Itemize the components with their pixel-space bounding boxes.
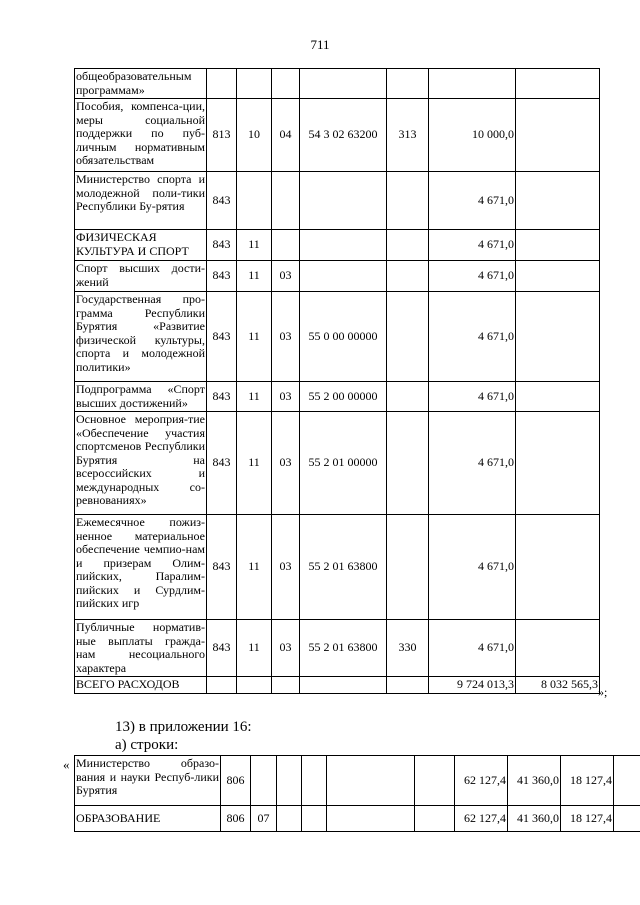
cell-name: Министерство спорта и молодежной поли-тики Республики Бу-рятия — [75, 172, 207, 230]
cell-c4 — [277, 756, 302, 806]
cell-target: 55 0 00 00000 — [300, 292, 387, 382]
cell-expense-type — [387, 261, 429, 292]
cell-section — [237, 69, 272, 99]
cell-subsection: 03 — [272, 292, 300, 382]
cell-v2: 41 360,0 — [508, 756, 561, 806]
cell-subsection — [272, 172, 300, 230]
item-a-text: а) строки: — [115, 737, 179, 753]
table-row — [75, 515, 600, 620]
cell-amount2 — [516, 172, 600, 230]
cell-c7 — [415, 806, 455, 832]
cell-c5 — [302, 806, 327, 832]
cell-admin: 843 — [207, 382, 237, 412]
cell-admin: 843 — [207, 515, 237, 620]
cell-expense-type — [387, 230, 429, 261]
table-row — [75, 620, 600, 677]
cell-v3: 18 127,4 — [561, 806, 614, 832]
cell-admin: 813 — [207, 99, 237, 172]
cell-admin: 843 — [207, 620, 237, 677]
cell-amount2 — [516, 230, 600, 261]
cell-section — [237, 677, 272, 694]
cell-admin: 843 — [207, 230, 237, 261]
cell-target — [300, 230, 387, 261]
table-row — [75, 261, 600, 292]
cell-subsection — [272, 69, 300, 99]
cell-amount2 — [516, 292, 600, 382]
cell-target: 55 2 01 63800 — [300, 620, 387, 677]
cell-expense-type — [387, 515, 429, 620]
cell-amount2 — [516, 382, 600, 412]
cell-c6 — [327, 756, 415, 806]
cell-name: Пособия, компенса-ции, меры социальной поддержки по пуб-личным нормативным обязательствам — [75, 99, 207, 172]
cell-c4 — [277, 806, 302, 832]
cell-expense-type — [387, 69, 429, 99]
cell-name: Государственная про-грамма Республики Бурятия «Развитие физической культуры, спорта и молодежной политики» — [75, 292, 207, 382]
table-row — [75, 172, 600, 230]
cell-amount2 — [516, 69, 600, 99]
cell-section: 11 — [237, 620, 272, 677]
cell-amount: 9 724 013,3 — [429, 677, 516, 694]
cell-name: ОБРАЗОВАНИЕ — [75, 806, 221, 832]
table-row — [75, 69, 600, 99]
cell-section: 07 — [251, 806, 277, 832]
cell-section: 11 — [237, 230, 272, 261]
cell-name: ВСЕГО РАСХОДОВ — [75, 677, 207, 694]
cell-name: Публичные норматив-ные выплаты гражда-нам несоциального характера — [76, 620, 205, 675]
table-closing-mark: »; — [598, 685, 608, 699]
cell-target: 55 2 00 00000 — [300, 382, 387, 412]
cell-target — [300, 261, 387, 292]
cell-name: Спорт высших дости-жений — [75, 261, 207, 292]
cell-amount2 — [516, 515, 600, 620]
cell-c5 — [302, 756, 327, 806]
cell-expense-type — [387, 172, 429, 230]
cell-amount: 4 671,0 — [429, 412, 516, 515]
cell-section: 11 — [237, 515, 272, 620]
cell-section — [237, 172, 272, 230]
table-row — [75, 230, 600, 261]
cell-name: Основное мероприя-тие «Обеспечение участия спортсменов Республики Бурятия на всероссийских и международных со-ревнованиях» — [75, 412, 207, 515]
cell-section: 11 — [237, 412, 272, 515]
cell-expense-type: 330 — [387, 620, 429, 677]
cell-amount2: 8 032 565,3 — [516, 677, 600, 694]
cell-section: 11 — [237, 261, 272, 292]
table-row — [75, 382, 600, 412]
cell-target: 54 3 02 63200 — [300, 99, 387, 172]
cell-v3: 18 127,4 — [561, 756, 614, 806]
cell-section: 11 — [237, 292, 272, 382]
cell-c7 — [415, 756, 455, 806]
cell-admin: 843 — [207, 261, 237, 292]
cell-admin: 806 — [221, 806, 251, 832]
cell-target: 55 2 01 63800 — [300, 515, 387, 620]
cell-name: Министерство образо-вания и науки Респуб-лики Бурятия — [75, 756, 221, 806]
cell-amount: 4 671,0 — [429, 292, 516, 382]
cell-subsection: 04 — [272, 99, 300, 172]
table-row — [75, 99, 600, 172]
cell-admin: 806 — [221, 756, 251, 806]
cell-target: 55 2 01 00000 — [300, 412, 387, 515]
cell-subsection: 03 — [272, 412, 300, 515]
cell-amount: 4 671,0 — [429, 382, 516, 412]
cell-subsection — [272, 230, 300, 261]
cell-admin — [207, 677, 237, 694]
cell-expense-type — [387, 382, 429, 412]
cell-amount2 — [516, 99, 600, 172]
cell-target — [300, 172, 387, 230]
cell-section — [251, 756, 277, 806]
cell-amount2 — [516, 261, 600, 292]
cell-expense-type — [387, 677, 429, 694]
cell-name: Ежемесячное пожиз-ненное материальное обеспечение чемпио-нам и призерам Олим-пийских, Паралим-пийских и Сурдлим-пийских игр — [75, 515, 207, 620]
cell-amount: 4 671,0 — [429, 515, 516, 620]
cell-admin: 843 — [207, 412, 237, 515]
cell-c11 — [614, 756, 640, 806]
cell-amount: 4 671,0 — [429, 230, 516, 261]
cell-admin: 843 — [207, 292, 237, 382]
cell-amount: 4 671,0 — [429, 261, 516, 292]
table-row — [75, 677, 600, 694]
cell-amount — [429, 69, 516, 99]
table-row — [75, 412, 600, 515]
cell-v1: 62 127,4 — [455, 806, 508, 832]
cell-c11 — [614, 806, 640, 832]
cell-subsection: 03 — [272, 382, 300, 412]
cell-subsection: 03 — [272, 620, 300, 677]
cell-amount2 — [516, 412, 600, 515]
cell-amount2 — [516, 620, 600, 677]
table-row — [75, 292, 600, 382]
amendment-table — [74, 755, 640, 832]
cell-amount: 4 671,0 — [429, 620, 516, 677]
cell-amount: 10 000,0 — [429, 99, 516, 172]
cell-subsection: 03 — [272, 261, 300, 292]
cell-c6 — [327, 806, 415, 832]
cell-expense-type: 313 — [387, 99, 429, 172]
cell-name: Подпрограмма «Спорт высших достижений» — [76, 382, 205, 410]
cell-admin: 843 — [207, 172, 237, 230]
cell-v2: 41 360,0 — [508, 806, 561, 832]
cell-expense-type — [387, 292, 429, 382]
table-row — [75, 756, 640, 806]
cell-name: общеобразовательным программам» — [75, 69, 207, 99]
cell-target — [300, 677, 387, 694]
cell-section: 10 — [237, 99, 272, 172]
cell-v1: 62 127,4 — [455, 756, 508, 806]
cell-expense-type — [387, 412, 429, 515]
cell-section: 11 — [237, 382, 272, 412]
budget-table — [74, 68, 600, 694]
cell-target — [300, 69, 387, 99]
item-13-text: 13) в приложении 16: — [115, 719, 252, 735]
cell-subsection — [272, 677, 300, 694]
cell-name: ФИЗИЧЕСКАЯ КУЛЬТУРА И СПОРТ — [75, 230, 207, 261]
open-quote: « — [63, 757, 70, 772]
cell-amount: 4 671,0 — [429, 172, 516, 230]
cell-admin — [207, 69, 237, 99]
page-number: 711 — [310, 37, 330, 52]
cell-subsection: 03 — [272, 515, 300, 620]
table-row — [75, 806, 640, 832]
